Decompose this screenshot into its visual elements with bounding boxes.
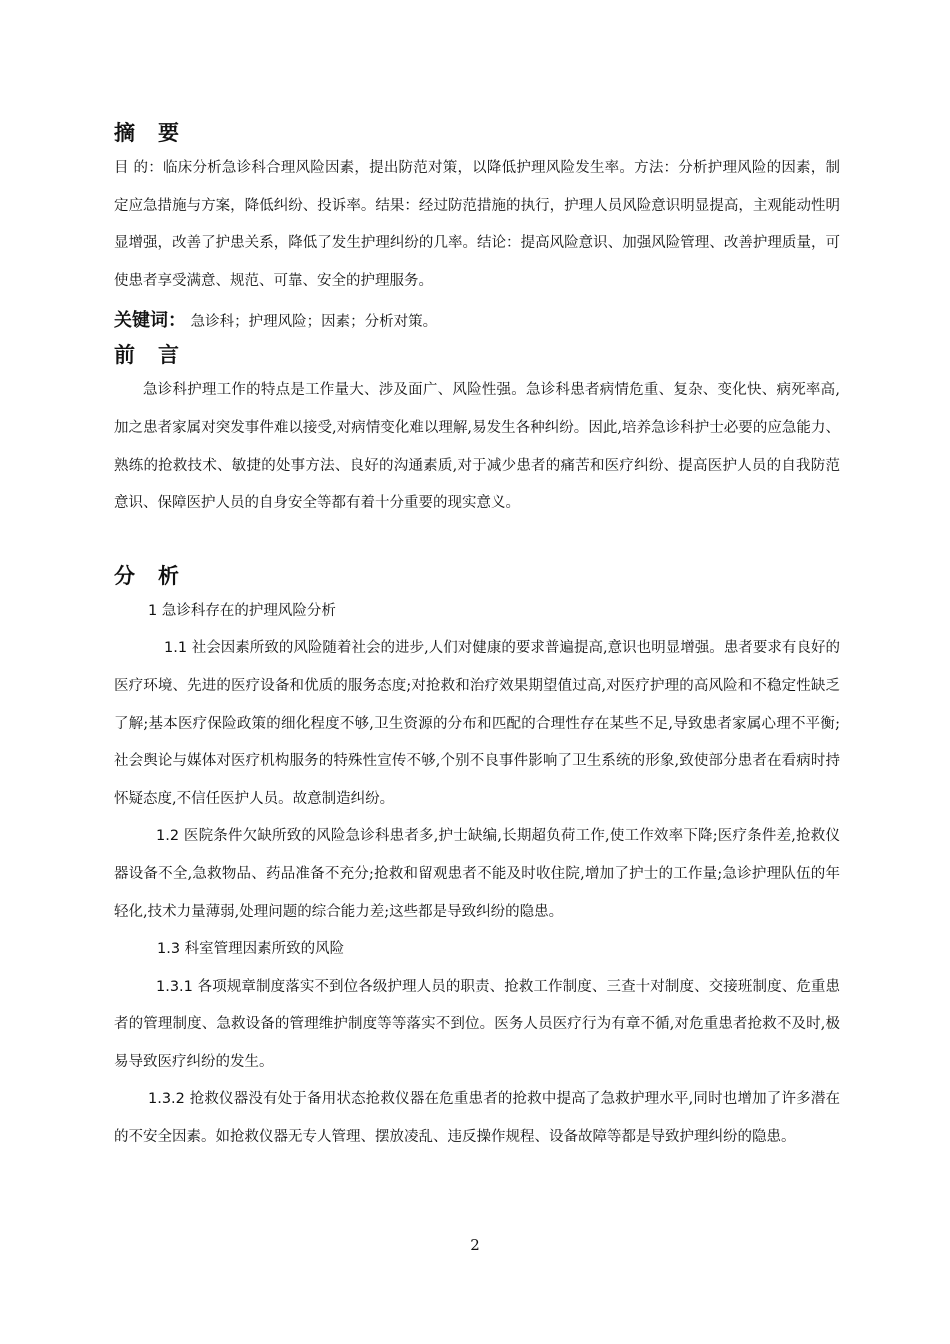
section-1-3-1-number: 1.3.1 [156, 978, 193, 995]
section-1-3-heading [114, 931, 840, 969]
section-1-3-2-paragraph [114, 1081, 840, 1156]
preface-body: 急诊科护理工作的特点是工作量大、涉及面广、风险性强。急诊科患者病情危重、复杂、变化快、病死率高,加之患者家属对突发事件难以接受,对病情变化难以理解,易发生各种纠纷。因此,培养急诊科护士必要的应急能力、熟练的抢救技术、敏捷的处事方法、良好的沟通素质,对于减少患者的痛苦和医疗纠纷、提高医护人员的自我防范意识、保障医护人员的自身安全等都有着十分重要的现实意义。 [114, 382, 840, 512]
section-1-2-text: 医院条件欠缺所致的风险急诊科患者多,护士缺编,长期超负荷工作,使工作效率下降;医疗条件差,抢救仪器设备不全,急救物品、药品准备不充分;抢救和留观患者不能及时收住院,增加了护士的工作量;急诊护理队伍的年轻化,技术力量薄弱,处理问题的综合能力差;这些都是导致纠纷的隐患。 [114, 828, 840, 920]
section-1-title: 急诊科存在的护理风险分析 [161, 602, 336, 619]
section-1-3-2-text: 抢救仪器没有处于备用状态抢救仪器在危重患者的抢救中提高了急救护理水平,同时也增加了许多潜在的不安全因素。如抢救仪器无专人管理、摆放凌乱、违反操作规程、设备故障等都是导致护理纠纷的隐患。 [114, 1091, 841, 1146]
section-1-3-number: 1.3 [157, 941, 181, 958]
section-1-1-text: 社会因素所致的风险随着社会的进步,人们对健康的要求普遍提高,意识也明显增强。患者要求有良好的医疗环境、先进的医疗设备和优质的服务态度;对抢救和治疗效果期望值过高,对医疗护理的高风险和不稳定性缺乏了解;基本医疗保险政策的细化程度不够,卫生资源的分布和匹配的合理性存在某些不足,导致患者家属心理不平衡;社会舆论与媒体对医疗机构服务的特殊性宣传不够,个别不良事件影响了卫生系统的形象,致使部分患者在看病时持怀疑态度,不信任医护人员。故意制造纠纷。 [114, 640, 841, 807]
analysis-heading: 分 析 [114, 563, 180, 588]
page-content [114, 116, 840, 1157]
keywords-line [114, 304, 840, 338]
section-1-3-1-paragraph [114, 969, 840, 1082]
section-1-heading [114, 593, 840, 631]
keywords-text: 急诊科；护理风险；因素；分析对策。 [190, 314, 438, 331]
section-1-3-title: 科室管理因素所致的风险 [184, 941, 345, 958]
section-1-3-2-number: 1.3.2 [148, 1091, 185, 1108]
section-1-2-paragraph [114, 818, 840, 931]
section-1-3-1-text: 各项规章制度落实不到位各级护理人员的职责、抢救工作制度、三查十对制度、交接班制度、危重患者的管理制度、急救设备的管理维护制度等等落实不到位。医务人员医疗行为有章不循,对危重患者抢救不及时,极易导致医疗纠纷的发生。 [114, 978, 841, 1070]
keywords-label: 关键词： [114, 310, 186, 332]
abstract-heading: 摘 要 [114, 121, 180, 145]
abstract-body: 目 的：临床分析急诊科合理风险因素，提出防范对策，以降低护理风险发生率。方法：分析护理风险的因素，制定应急措施与方案，降低纠纷、投诉率。结果：经过防范措施的执行，护理人员风险意识明显提高，主观能动性明显增强，改善了护患关系，降低了发生护理纠纷的几率。结论：提高风险意识、加强风险管理、改善护理质量，可使患者享受满意、规范、可靠、安全的护理服务。 [114, 160, 840, 289]
page-number: 2 [470, 1236, 480, 1254]
section-1-1-paragraph [114, 630, 840, 818]
preface-heading: 前 言 [114, 343, 180, 368]
section-1-1-number: 1.1 [164, 640, 188, 657]
section-1-number: 1 [148, 602, 158, 619]
section-1-2-number: 1.2 [156, 828, 180, 845]
